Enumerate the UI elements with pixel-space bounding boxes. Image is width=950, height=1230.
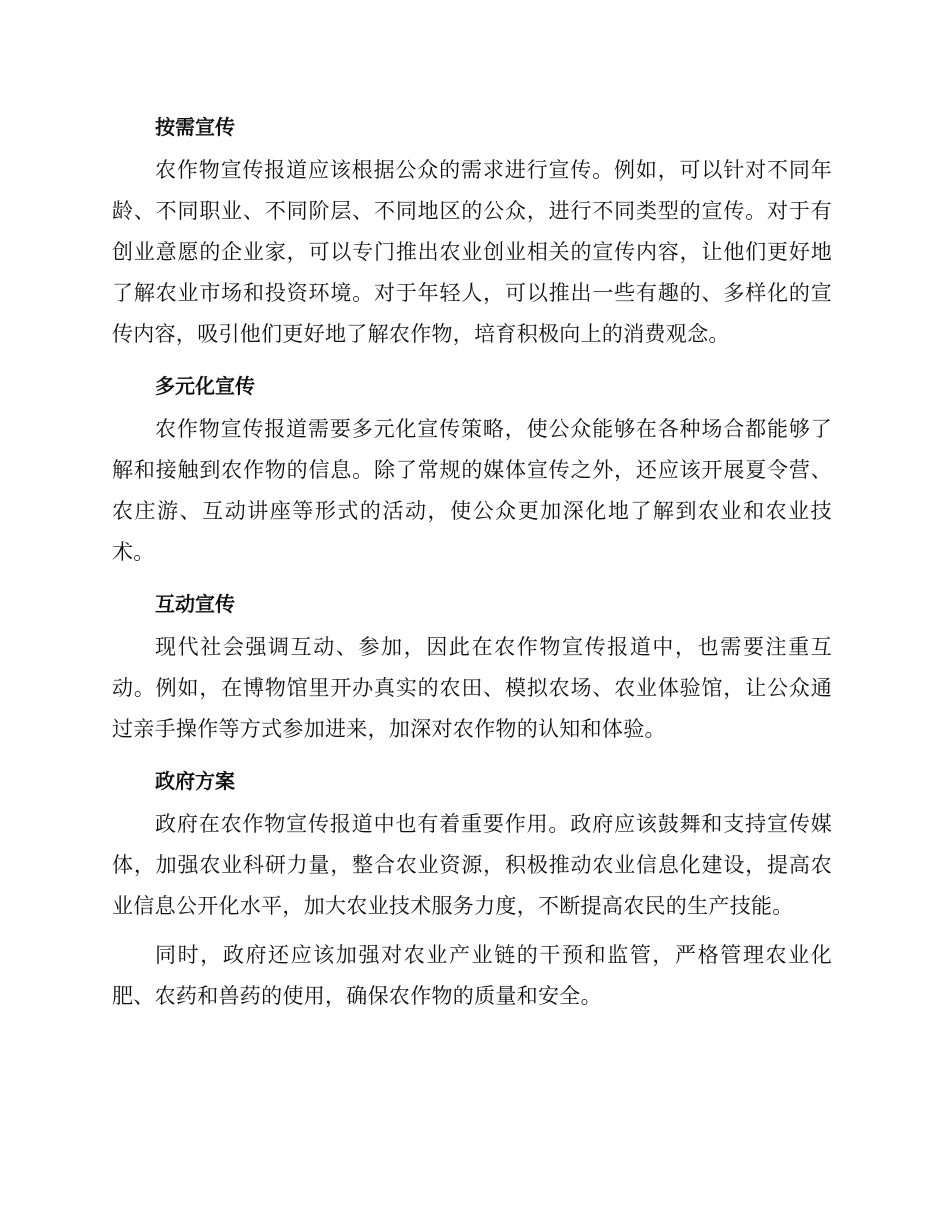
section-heading-interactive: 互动宣传 xyxy=(155,592,235,616)
section-paragraph: 同时，政府还应该加强对农业产业链的干预和监管，严格管理农业化肥、农药和兽药的使用，确保农作物的质量和安全。 xyxy=(112,943,832,1008)
section-heading-diversified: 多元化宣传 xyxy=(155,374,255,398)
section-paragraph: 政府在农作物宣传报道中也有着重要作用。政府应该鼓舞和支持宣传媒体，加强农业科研力量，整合农业资源，积极推动农业信息化建设，提高农业信息公开化水平，加大农业技术服务力度，不断提高农民的生产技能。 xyxy=(112,812,832,918)
section-heading-government: 政府方案 xyxy=(155,769,235,793)
section-heading-on-demand: 按需宣传 xyxy=(155,115,235,139)
document-body xyxy=(112,104,832,1025)
section-paragraph: 农作物宣传报道应该根据公众的需求进行宣传。例如，可以针对不同年龄、不同职业、不同阶层、不同地区的公众，进行不同类型的宣传。对于有创业意愿的企业家，可以专门推出农业创业相关的宣传内容，让他们更好地了解农业市场和投资环境。对于年轻人，可以推出一些有趣的、多样化的宣传内容，吸引他们更好地了解农作物，培育积极向上的消费观念。 xyxy=(112,158,832,346)
section-paragraph: 现代社会强调互动、参加，因此在农作物宣传报道中，也需要注重互动。例如，在博物馆里开办真实的农田、模拟农场、农业体验馆，让公众通过亲手操作等方式参加进来，加深对农作物的认知和体验。 xyxy=(112,635,832,741)
section-paragraph: 农作物宣传报道需要多元化宣传策略，使公众能够在各种场合都能够了解和接触到农作物的信息。除了常规的媒体宣传之外，还应该开展夏令营、农庄游、互动讲座等形式的活动，使公众更加深化地了解到农业和农业技术。 xyxy=(112,417,832,564)
